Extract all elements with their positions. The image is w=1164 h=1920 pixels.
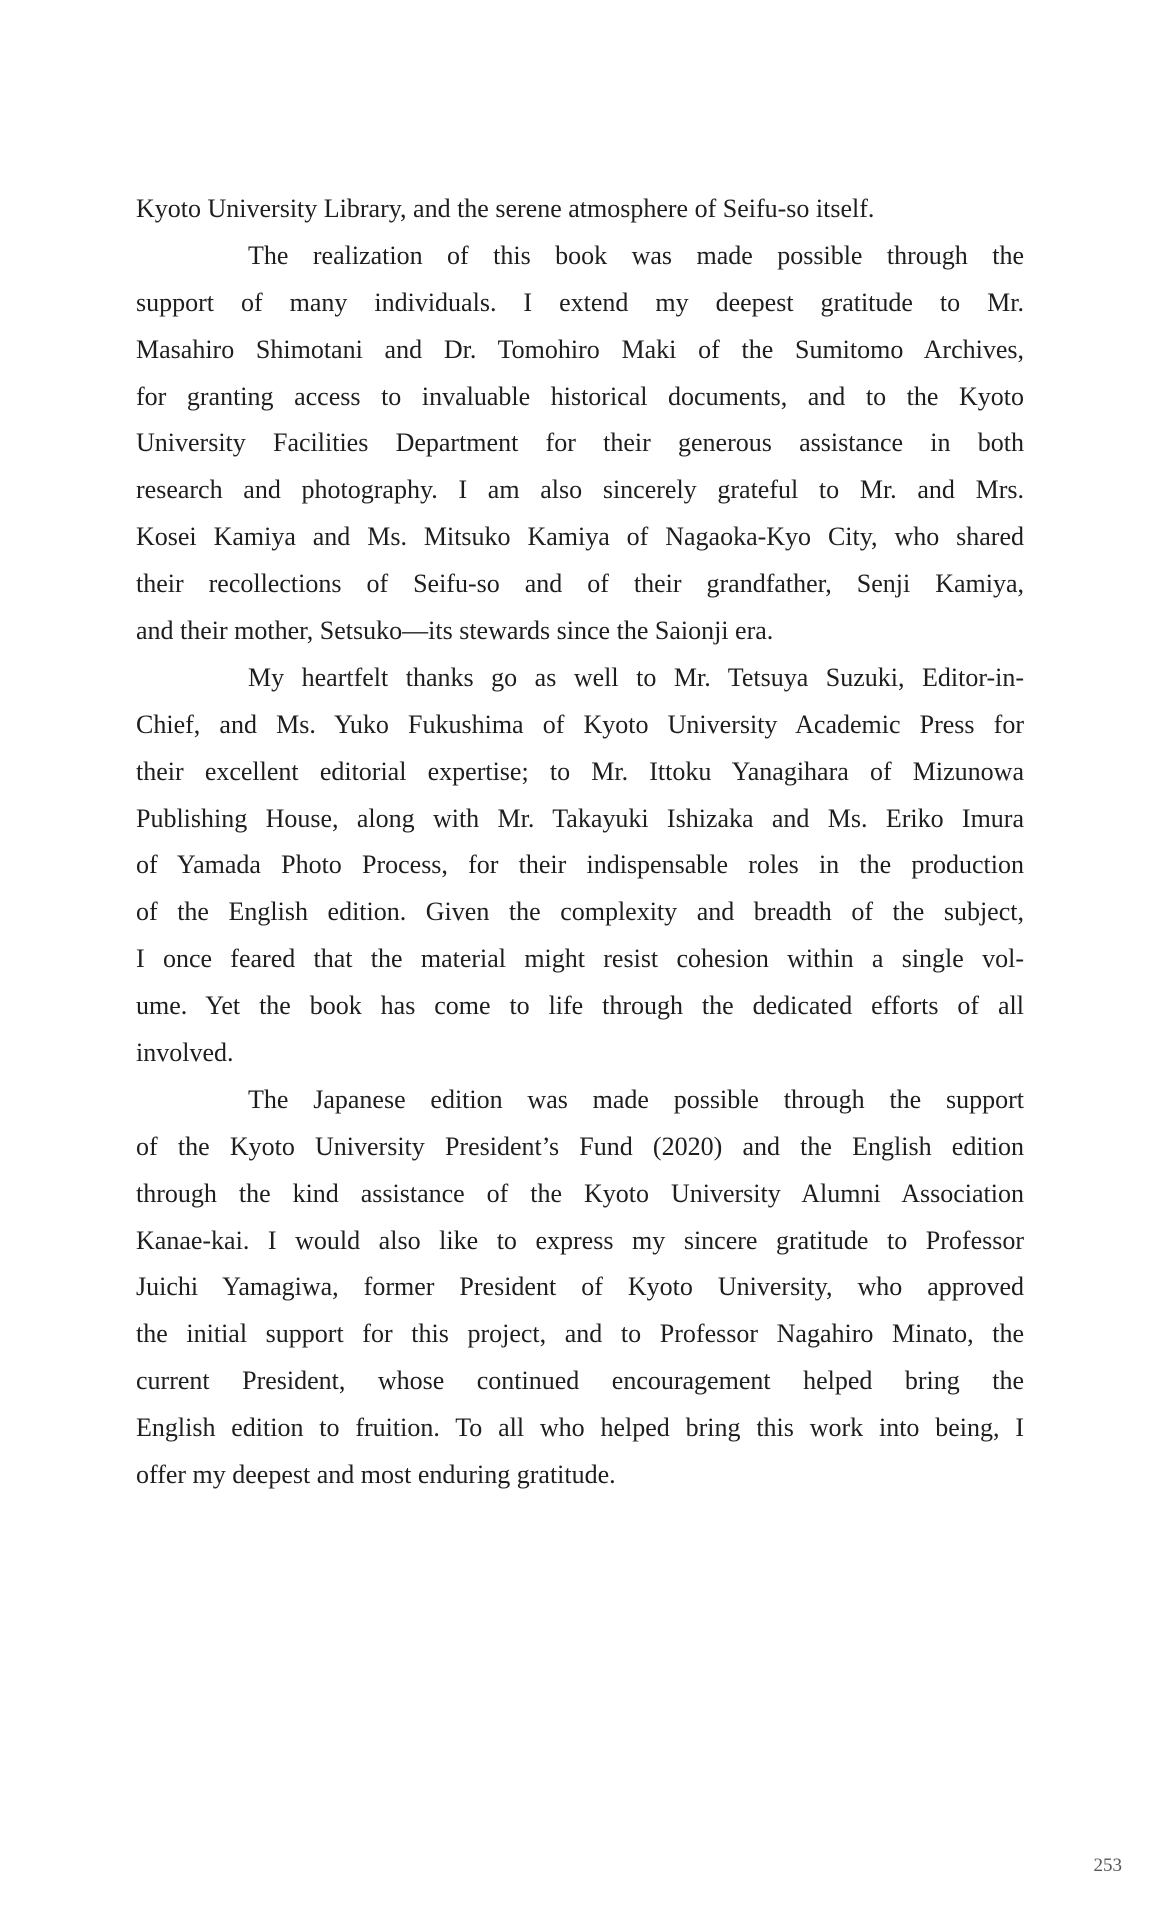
- text-line: offer my deepest and most enduring gratitude.: [136, 1460, 616, 1490]
- text-line: Chief, and Ms. Yuko Fukushima of Kyoto University Academic Press for: [136, 709, 1024, 739]
- text-line: research and photography. I am also sincerely grateful to Mr. and Mrs.: [136, 475, 1024, 505]
- paragraph-start-line: My heartfelt thanks go as well to Mr. Tetsuya Suzuki, Editor-in-: [248, 662, 1024, 692]
- page-number: 253: [1093, 1855, 1122, 1876]
- text-line: English edition to fruition. To all who helped bring this work into being, I: [136, 1413, 1024, 1443]
- body-text: [136, 186, 1024, 1499]
- paragraph-start-line: The realization of this book was made possible through the: [248, 240, 1024, 270]
- text-line: of the English edition. Given the complexity and breadth of the subject,: [136, 897, 1024, 927]
- text-line: Publishing House, along with Mr. Takayuki Ishizaka and Ms. Eriko Imura: [136, 803, 1024, 833]
- text-line: their recollections of Seifu-so and of their grandfather, Senji Kamiya,: [136, 569, 1024, 599]
- paragraph-start-line: The Japanese edition was made possible through the support: [248, 1084, 1024, 1114]
- text-line: Kanae-kai. I would also like to express my sincere gratitude to Professor: [136, 1225, 1024, 1255]
- text-line: support of many individuals. I extend my deepest gratitude to Mr.: [136, 287, 1024, 317]
- text-line: Masahiro Shimotani and Dr. Tomohiro Maki of the Sumitomo Archives,: [136, 334, 1024, 364]
- text-line: Kosei Kamiya and Ms. Mitsuko Kamiya of Nagaoka-Kyo City, who shared: [136, 522, 1024, 552]
- text-line: current President, whose continued encouragement helped bring the: [136, 1366, 1024, 1396]
- text-line: Kyoto University Library, and the serene atmosphere of Seifu-so itself.: [136, 194, 875, 223]
- text-line: involved.: [136, 1038, 234, 1068]
- text-line: their excellent editorial expertise; to Mr. Ittoku Yanagihara of Mizunowa: [136, 756, 1024, 786]
- text-line: ume. Yet the book has come to life through the dedicated efforts of all: [136, 991, 1024, 1021]
- text-line: the initial support for this project, and to Professor Nagahiro Minato, the: [136, 1319, 1024, 1349]
- text-line: of Yamada Photo Process, for their indispensable roles in the production: [136, 850, 1024, 880]
- text-line: University Facilities Department for their generous assistance in both: [136, 428, 1024, 458]
- text-line: I once feared that the material might resist cohesion within a single vol-: [136, 944, 1024, 974]
- text-line: for granting access to invaluable historical documents, and to the Kyoto: [136, 381, 1024, 411]
- text-line: through the kind assistance of the Kyoto University Alumni Association: [136, 1178, 1024, 1208]
- text-line: Juichi Yamagiwa, former President of Kyoto University, who approved: [136, 1272, 1024, 1302]
- text-line: of the Kyoto University President’s Fund (2020) and the English edition: [136, 1131, 1024, 1161]
- text-line: and their mother, Setsuko—its stewards since the Saionji era.: [136, 616, 774, 646]
